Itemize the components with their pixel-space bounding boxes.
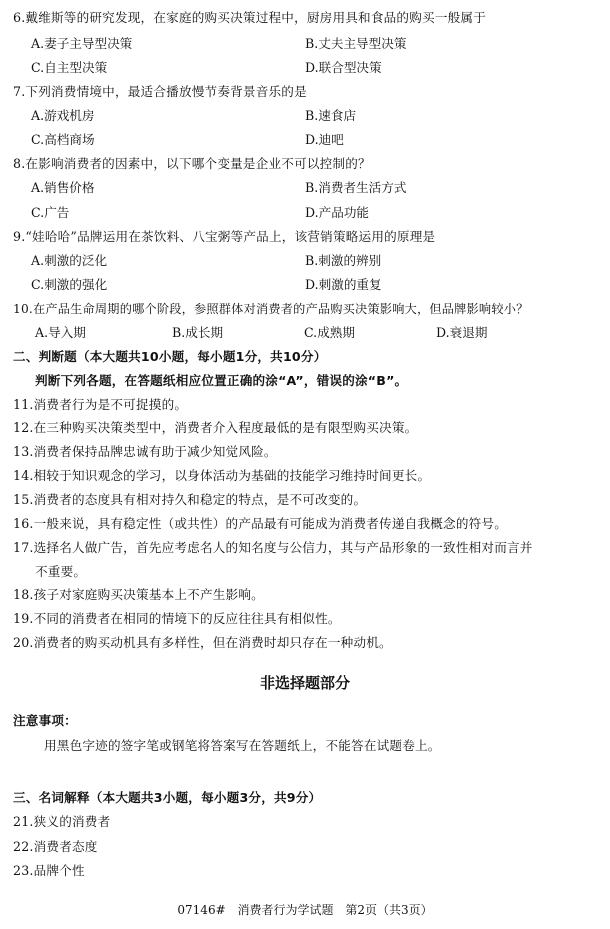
question-8-option-d: D.产品功能: [305, 205, 370, 220]
question-8-option-c: C.广告: [31, 205, 70, 220]
term-item: 21.狭义的消费者: [13, 814, 111, 829]
question-9-option-b: B.刺激的辨别: [305, 253, 382, 268]
notice-title: 注意事项：: [13, 713, 77, 728]
judgment-item: 14.相较于知识观念的学习，以身体活动为基础的技能学习维持时间更长。: [13, 468, 431, 483]
section-2-title: 二、判断题（本大题共10小题，每小题1分，共10分）: [13, 349, 327, 364]
question-10-option-a: A.导入期: [35, 325, 86, 340]
footer-code: 07146#: [177, 903, 226, 917]
question-8-option-a: A.销售价格: [31, 180, 95, 195]
section-3-title: 三、名词解释（本大题共3小题，每小题3分，共9分）: [13, 790, 322, 805]
question-6-option-c: C.自主型决策: [31, 60, 108, 75]
question-9-option-c: C.刺激的强化: [31, 277, 108, 292]
question-7-option-b: B.速食店: [305, 108, 357, 123]
question-10-option-b: B.成长期: [172, 325, 224, 340]
question-6-option-a: A.妻子主导型决策: [31, 36, 133, 51]
judgment-item: 16.一般来说，具有稳定性（或共性）的产品最有可能成为消费者传递自我概念的符号。: [13, 516, 507, 531]
term-item: 22.消费者态度: [13, 839, 98, 854]
judgment-item: 11.消费者行为是不可捉摸的。: [13, 397, 188, 412]
footer-page-number: 第2页（共3页）: [345, 903, 433, 917]
page-footer: [0, 901, 610, 918]
term-item: 23.品牌个性: [13, 863, 85, 878]
question-7-option-d: D.迪吧: [305, 132, 344, 147]
judgment-item: 20.消费者的购买动机具有多样性，但在消费时却只存在一种动机。: [13, 635, 392, 650]
question-9-option-d: D.刺激的重复: [305, 277, 382, 292]
judgment-item-continuation: 不重要。: [35, 564, 87, 579]
footer-subject: 消费者行为学试题: [237, 903, 334, 917]
question-6-option-b: B.丈夫主导型决策: [305, 36, 407, 51]
question-6-stem: 6.戴维斯等的研究发现，在家庭的购买决策过程中，厨房用具和食品的购买一般属于: [13, 10, 486, 25]
judgment-item: 12.在三种购买决策类型中，消费者介入程度最低的是有限型购买决策。: [13, 420, 418, 435]
part-title: 非选择题部分: [259, 674, 350, 692]
question-7-option-a: A.游戏机房: [31, 108, 95, 123]
question-9-stem: 9.“娃哈哈”品牌运用在茶饮料、八宝粥等产品上，该营销策略运用的原理是: [13, 229, 436, 244]
question-7-stem: 7.下列消费情境中，最适合播放慢节奏背景音乐的是: [13, 84, 307, 99]
notice-text: 用黑色字迹的签字笔或钢笔将答案写在答题纸上，不能答在试题卷上。: [44, 738, 441, 753]
question-8-stem: 8.在影响消费者的因素中，以下哪个变量是企业不可以控制的？: [13, 156, 371, 171]
question-10-option-c: C.成熟期: [304, 325, 355, 340]
judgment-item: 13.消费者保持品牌忠诚有助于减少知觉风险。: [13, 444, 277, 459]
question-9-option-a: A.刺激的泛化: [31, 253, 108, 268]
section-2-instruction: 判断下列各题，在答题纸相应位置正确的涂“A”，错误的涂“B”。: [35, 373, 408, 388]
question-6-option-d: D.联合型决策: [305, 60, 382, 75]
judgment-item: 15.消费者的态度具有相对持久和稳定的特点，是不可改变的。: [13, 492, 367, 507]
judgment-item: 17.选择名人做广告，首先应考虑名人的知名度与公信力，其与产品形象的一致性相对而言并: [13, 540, 533, 555]
judgment-item: 19.不同的消费者在相同的情境下的反应往往具有相似性。: [13, 611, 341, 626]
question-8-option-b: B.消费者生活方式: [305, 180, 407, 195]
question-10-stem: 10.在产品生命周期的哪个阶段，参照群体对消费者的产品购买决策影响大，但品牌影响较小？: [13, 302, 529, 316]
judgment-item: 18.孩子对家庭购买决策基本上不产生影响。: [13, 587, 264, 602]
question-7-option-c: C.高档商场: [31, 132, 95, 147]
question-10-option-d: D.衰退期: [436, 325, 488, 340]
